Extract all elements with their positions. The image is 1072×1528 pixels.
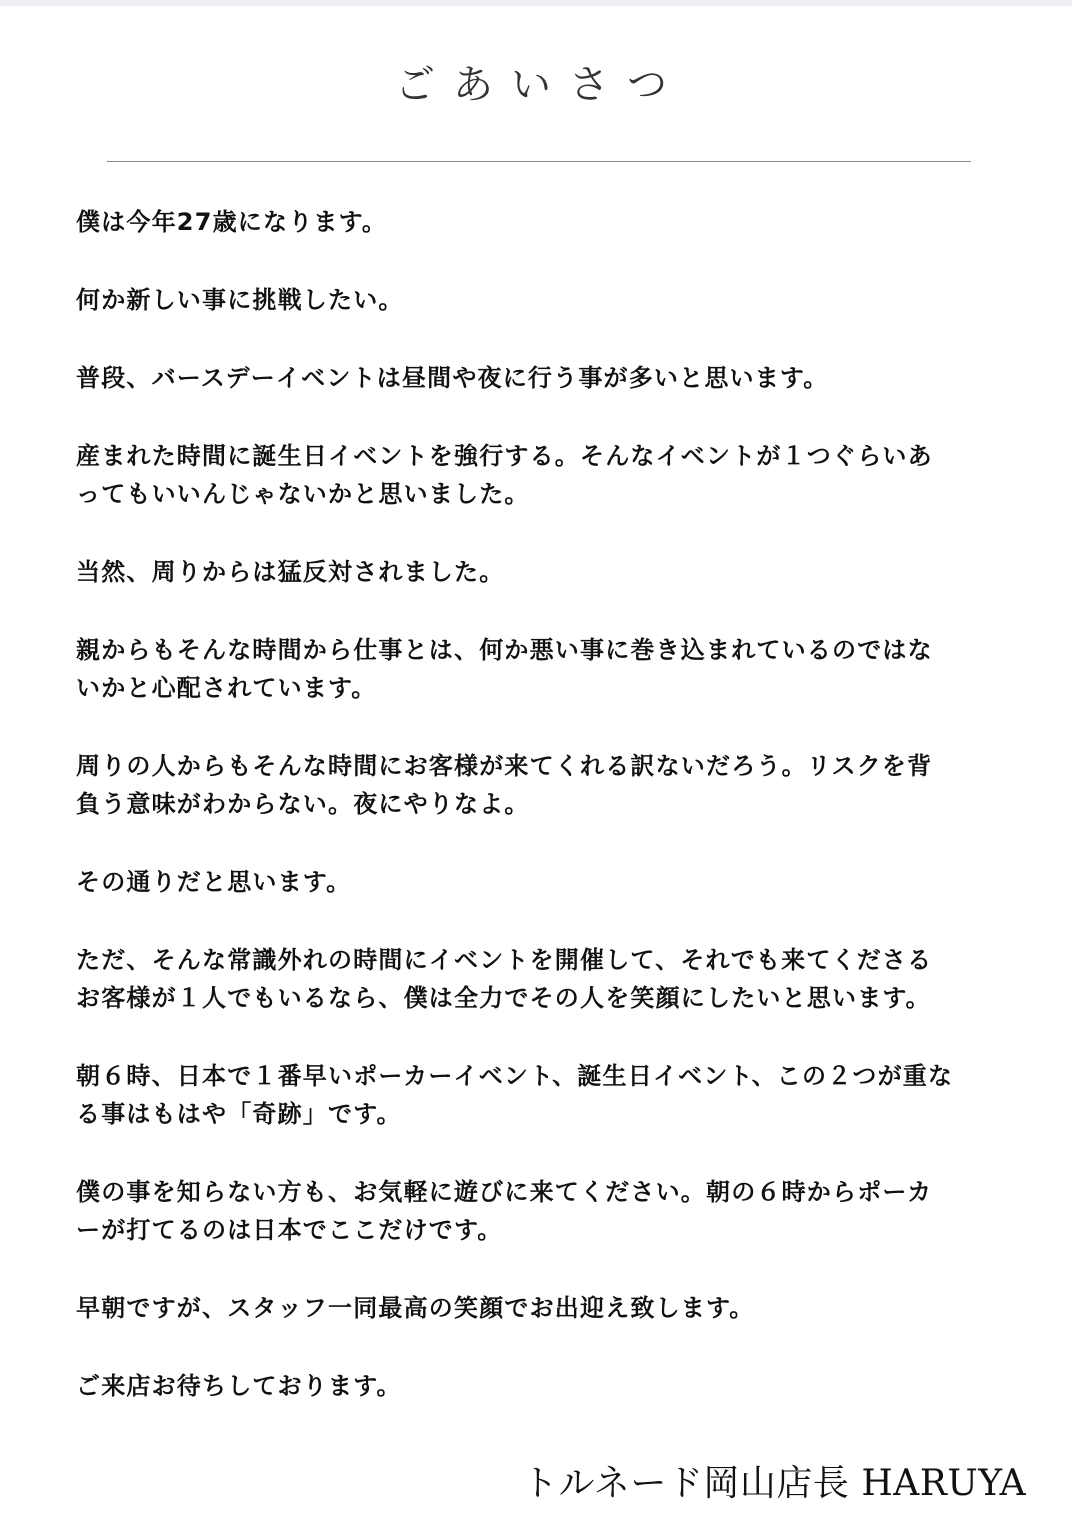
paragraph-2: 何か新しい事に挑戦したい。 (76, 286, 404, 314)
paragraph-3: 普段、バースデーイベントは昼間や夜に行う事が多いと思います。 (76, 364, 829, 392)
paragraph-8: その通りだと思います。 (76, 868, 352, 896)
paragraph-4: 産まれた時間に誕生日イベントを強行する。そんなイベントが１つぐらいあってもいいんじゃないかと思いました。 (76, 442, 933, 508)
paragraph-5: 当然、周りからは猛反対されました。 (76, 558, 505, 586)
paragraph-1: 僕は今年27歳になります。 (76, 208, 388, 236)
paragraph-7: 周りの人からもそんな時間にお客様が来てくれる訳ないだろう。リスクを背負う意味がわからない。夜にやりなよ。 (76, 752, 933, 818)
paragraph-9: ただ、そんな常識外れの時間にイベントを開催して、それでも来てくださるお客様が１人でもいるなら、僕は全力でその人を笑顔にしたいと思います。 (76, 946, 933, 1012)
top-edge-bar (0, 0, 1072, 6)
paragraph-12: 早朝ですが、スタッフ一同最高の笑顔でお出迎え致します。 (76, 1294, 755, 1322)
paragraph-13: ご来店お待ちしております。 (76, 1372, 402, 1400)
title-divider (107, 161, 971, 162)
greeting-body (76, 203, 956, 1405)
paragraph-6: 親からもそんな時間から仕事とは、何か悪い事に巻き込まれているのではないかと心配されています。 (76, 636, 933, 702)
paragraph-10: 朝６時、日本で１番早いポーカーイベント、誕生日イベント、この２つが重なる事はもはや「奇跡」です。 (76, 1062, 954, 1128)
page-title: ごあいさつ (395, 62, 685, 108)
signature: トルネード岡山店長 HARUYA (522, 1463, 1027, 1504)
paragraph-11: 僕の事を知らない方も、お気軽に遊びに来てください。朝の６時からポーカーが打てるのは日本でここだけです。 (76, 1178, 933, 1244)
